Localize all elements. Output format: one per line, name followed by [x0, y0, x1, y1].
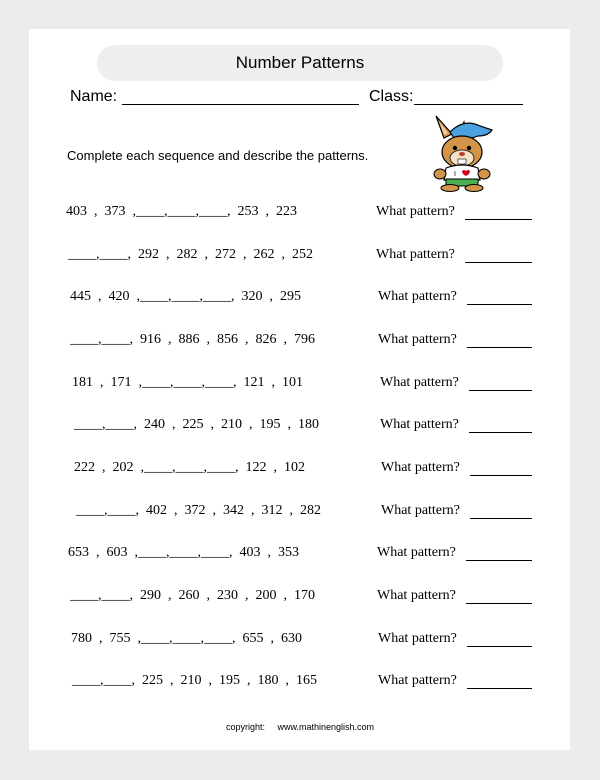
class-field[interactable] [414, 104, 523, 105]
pattern-answer-field[interactable] [467, 646, 532, 647]
sequence-row [0, 545, 600, 567]
sequence-row [0, 204, 600, 226]
pattern-answer-field[interactable] [467, 304, 532, 305]
sequence-text[interactable]: ____,____, 916 , 886 , 856 , 826 , 796 [70, 332, 315, 347]
sequence-text[interactable]: 445 , 420 ,____,____,____, 320 , 295 [70, 289, 301, 304]
pattern-prompt: What pattern? [381, 503, 460, 518]
mascot-badge-text: I [454, 171, 456, 178]
pattern-answer-field[interactable] [467, 688, 532, 689]
sequence-row [0, 247, 600, 269]
sequence-text[interactable]: ____,____, 290 , 260 , 230 , 200 , 170 [70, 588, 315, 603]
sequence-text[interactable]: ____,____, 225 , 210 , 195 , 180 , 165 [72, 673, 317, 688]
pattern-prompt: What pattern? [377, 588, 456, 603]
sequence-text[interactable]: 222 , 202 ,____,____,____, 122 , 102 [74, 460, 305, 475]
pattern-prompt: What pattern? [378, 631, 457, 646]
sequence-row [0, 673, 600, 695]
pattern-answer-field[interactable] [470, 475, 532, 476]
class-label: Class: [369, 88, 414, 105]
pattern-answer-field[interactable] [465, 219, 532, 220]
copyright-footer: copyright: www.mathinenglish.com [225, 722, 375, 732]
pattern-prompt: What pattern? [381, 460, 460, 475]
instruction-text: Complete each sequence and describe the patterns. [67, 148, 369, 163]
sequence-text[interactable]: ____,____, 292 , 282 , 272 , 262 , 252 [68, 247, 313, 262]
sequence-row [0, 588, 600, 610]
sequence-text[interactable]: ____,____, 402 , 372 , 342 , 312 , 282 [76, 503, 321, 518]
rabbit-mascot-icon [424, 112, 500, 192]
pattern-prompt: What pattern? [377, 545, 456, 560]
pattern-answer-field[interactable] [466, 603, 532, 604]
pattern-answer-field[interactable] [470, 518, 532, 519]
sequence-text[interactable]: 780 , 755 ,____,____,____, 655 , 630 [71, 631, 302, 646]
sequence-text[interactable]: 653 , 603 ,____,____,____, 403 , 353 [68, 545, 299, 560]
name-field[interactable] [122, 104, 359, 105]
sequence-text[interactable]: 403 , 373 ,____,____,____, 253 , 223 [66, 204, 297, 219]
pattern-prompt: What pattern? [380, 417, 459, 432]
pattern-answer-field[interactable] [465, 262, 532, 263]
sequence-row [0, 417, 600, 439]
pattern-prompt: What pattern? [378, 289, 457, 304]
sequence-row [0, 631, 600, 653]
sequence-row [0, 460, 600, 482]
sequence-row [0, 503, 600, 525]
pattern-answer-field[interactable] [467, 347, 532, 348]
sequence-text[interactable]: 181 , 171 ,____,____,____, 121 , 101 [72, 375, 303, 390]
sequence-text[interactable]: ____,____, 240 , 225 , 210 , 195 , 180 [74, 417, 319, 432]
page-title: Number Patterns [97, 45, 503, 81]
sequence-row [0, 289, 600, 311]
pattern-answer-field[interactable] [469, 432, 532, 433]
pattern-answer-field[interactable] [466, 560, 532, 561]
pattern-prompt: What pattern? [378, 332, 457, 347]
pattern-answer-field[interactable] [469, 390, 532, 391]
pattern-prompt: What pattern? [378, 673, 457, 688]
sequence-row [0, 332, 600, 354]
pattern-prompt: What pattern? [380, 375, 459, 390]
pattern-prompt: What pattern? [376, 204, 455, 219]
pattern-prompt: What pattern? [376, 247, 455, 262]
name-label: Name: [70, 88, 118, 105]
sequence-row [0, 375, 600, 397]
